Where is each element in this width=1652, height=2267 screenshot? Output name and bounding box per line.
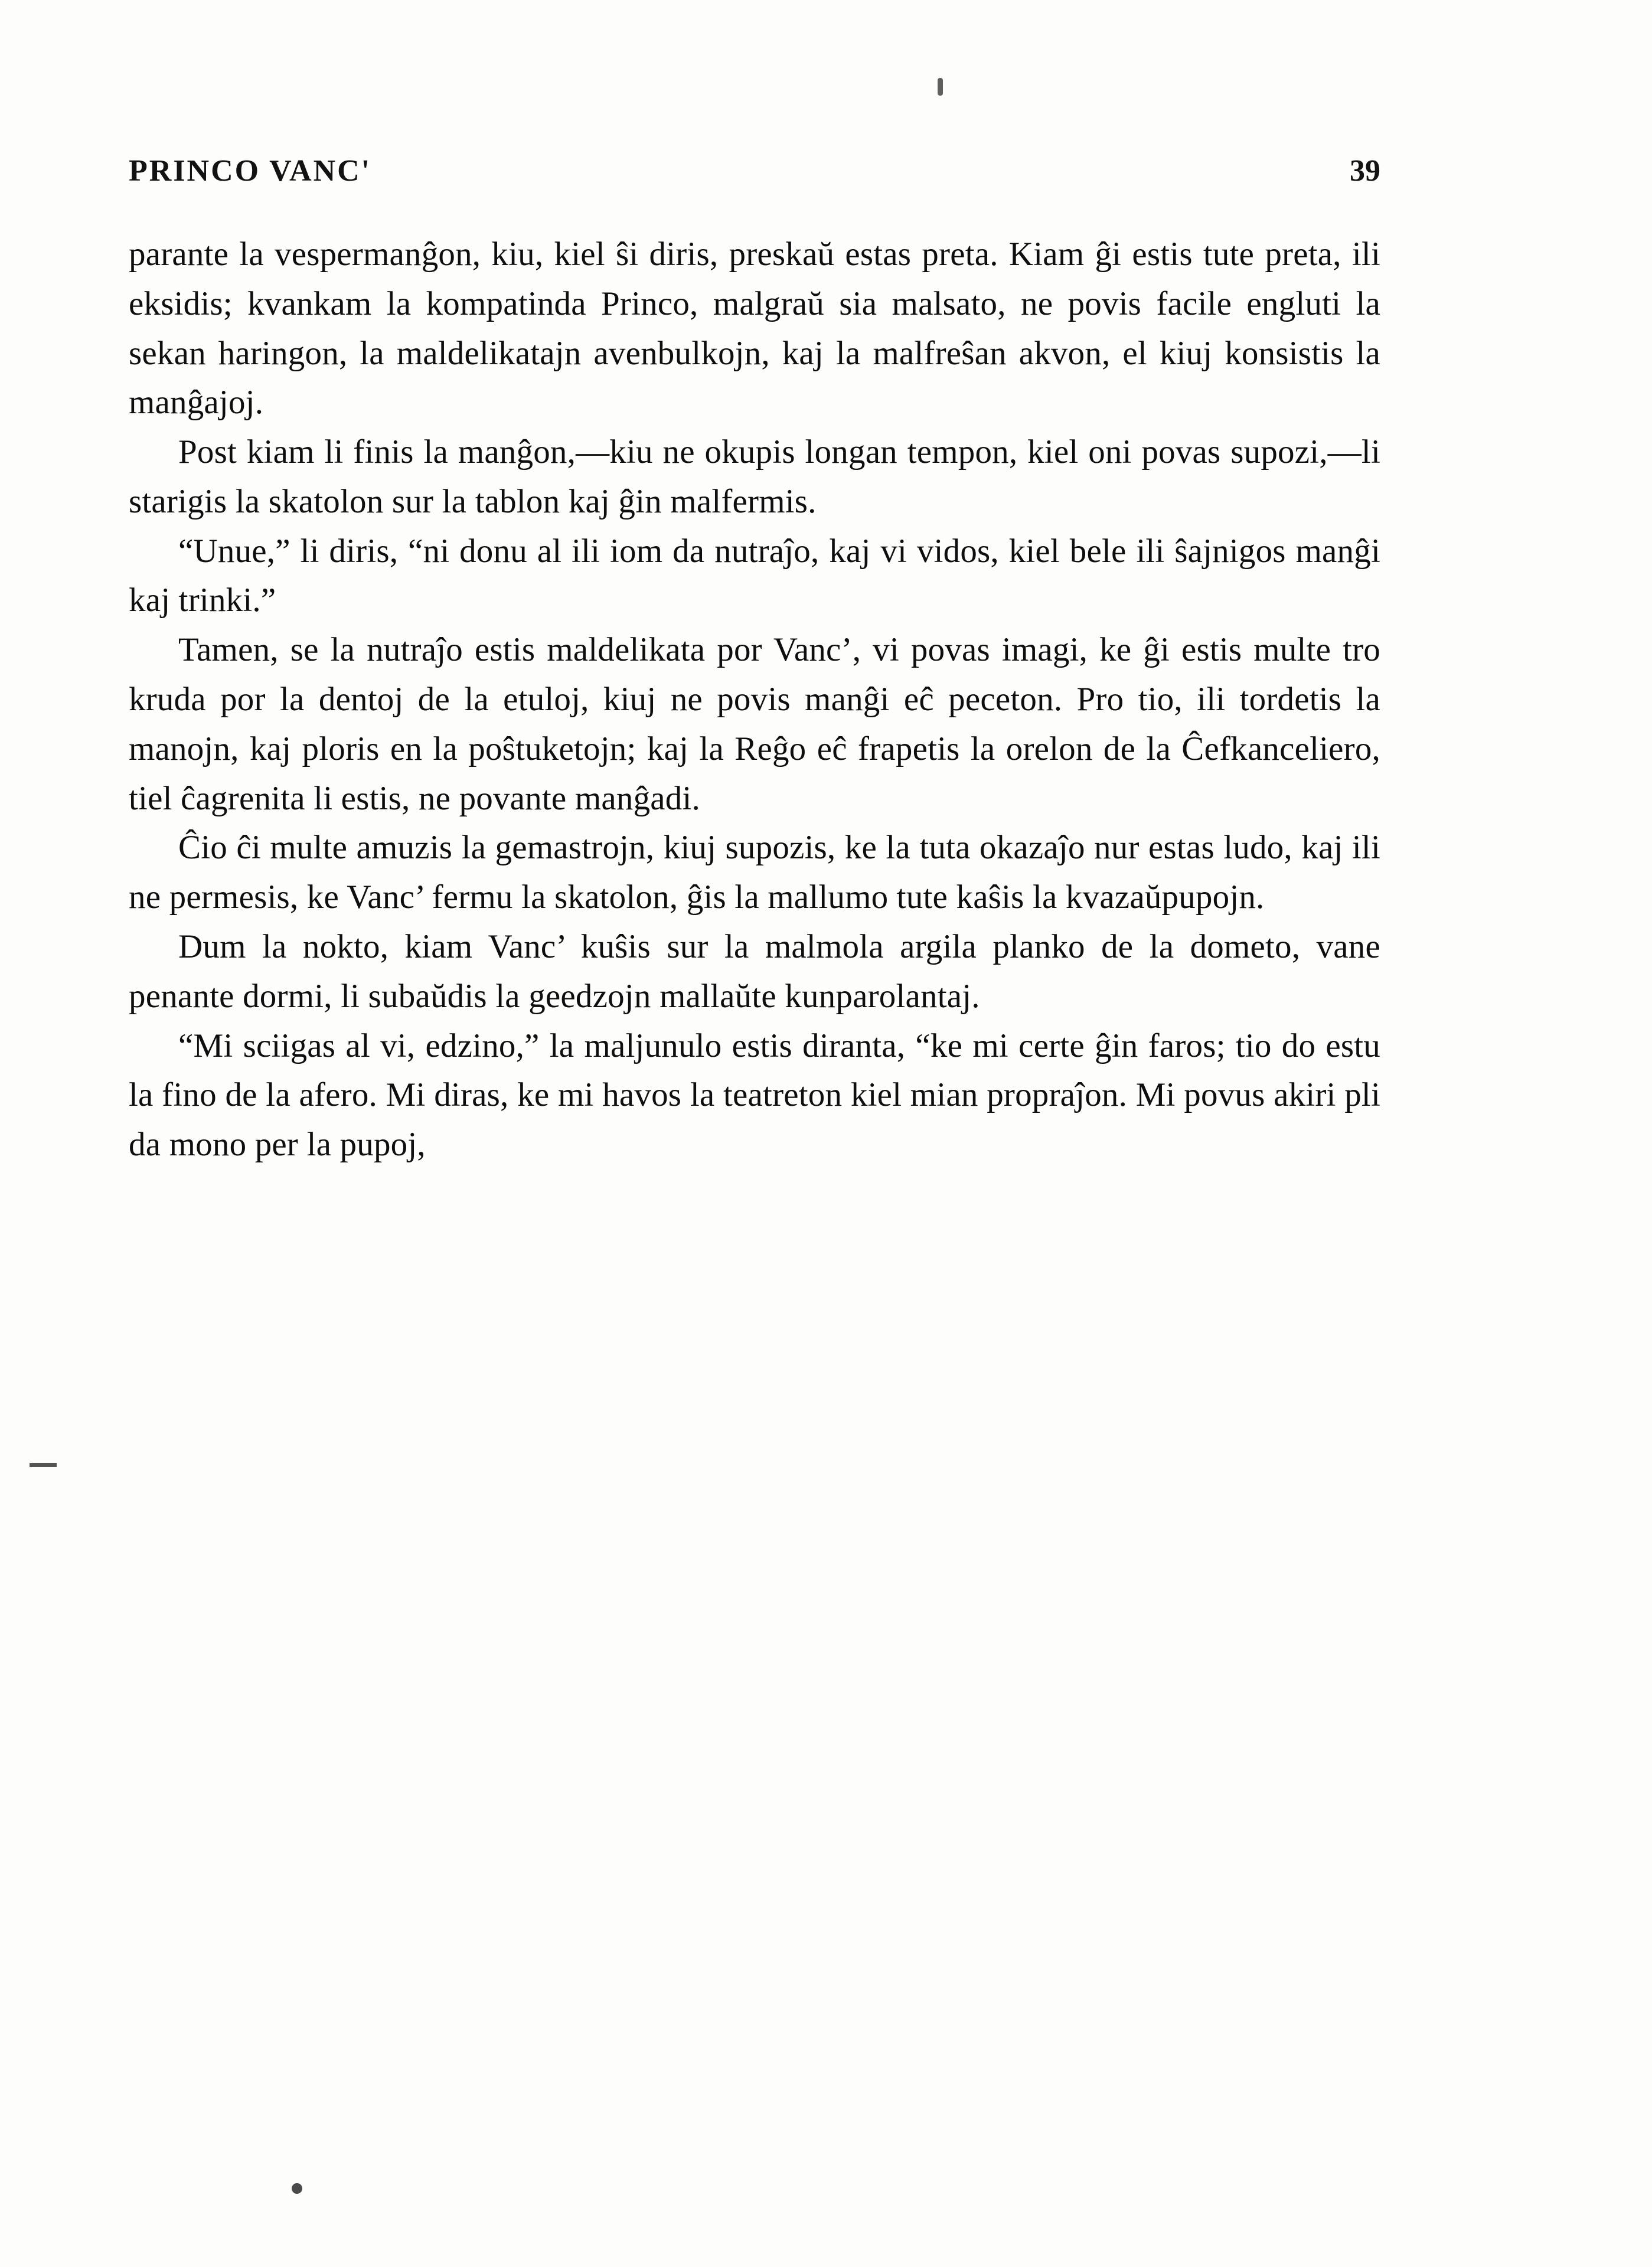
paragraph: Post kiam li finis la manĝon,—kiu ne okupis longan tempon, kiel oni povas supozi,—li starigis la skatolon sur la tablon kaj ĝin malfermis. bbox=[129, 433, 1380, 520]
page-number: 39 bbox=[1350, 154, 1380, 188]
book-title: PRINCO VANC' bbox=[129, 154, 372, 188]
scan-artifact-left-margin bbox=[30, 1463, 57, 1467]
running-head bbox=[129, 153, 1380, 188]
paragraph: Tamen, se la nutraĵo estis maldelikata por Vanc’, vi povas imagi, ke ĝi estis multe tro kruda por la dentoj de la etuloj, kiuj ne povis manĝi eĉ peceton. Pro tio, ili tordetis la manojn, kaj ploris en la poŝtuketojn; kaj la Reĝo eĉ frapetis la orelon de la Ĉefkanceliero, tiel ĉagrenita li estis, ne povante manĝadi. bbox=[129, 631, 1380, 817]
paragraph: Ĉio ĉi multe amuzis la gemastrojn, kiuj supozis, ke la tuta okazaĵo nur estas ludo, kaj ili ne permesis, ke Vanc’ fermu la skatolon, ĝis la mallumo tute kaŝis la kvazaŭpupojn. bbox=[129, 829, 1380, 916]
scan-artifact-top bbox=[938, 78, 943, 96]
scan-artifact-bottom bbox=[292, 2183, 302, 2194]
page-content bbox=[129, 153, 1380, 1170]
paragraph: parante la vespermanĝon, kiu, kiel ŝi diris, preskaŭ estas preta. Kiam ĝi estis tute preta, ili eksidis; kvankam la kompatinda Princo, malgraŭ sia malsato, ne povis facile engluti la sekan haringon, la maldelikatajn avenbulkojn, kaj la malfreŝan akvon, el kiuj konsistis la manĝajoj. bbox=[129, 236, 1380, 422]
paragraph: “Unue,” li diris, “ni donu al ili iom da nutraĵo, kaj vi vidos, kiel bele ili ŝajnigos manĝi kaj trinki.” bbox=[129, 532, 1380, 619]
body-text bbox=[129, 230, 1380, 1170]
paragraph: Dum la nokto, kiam Vanc’ kuŝis sur la malmola argila planko de la dometo, vane penante dormi, li subaŭdis la geedzojn mallaŭte kunparolantaj. bbox=[129, 927, 1380, 1015]
paragraph: “Mi sciigas al vi, edzino,” la maljunulo estis diranta, “ke mi certe ĝin faros; tio do estu la fino de la afero. Mi diras, ke mi havos la teatreton kiel mian propraĵon. Mi povus akiri pli da mono per la pupoj, bbox=[129, 1027, 1380, 1164]
